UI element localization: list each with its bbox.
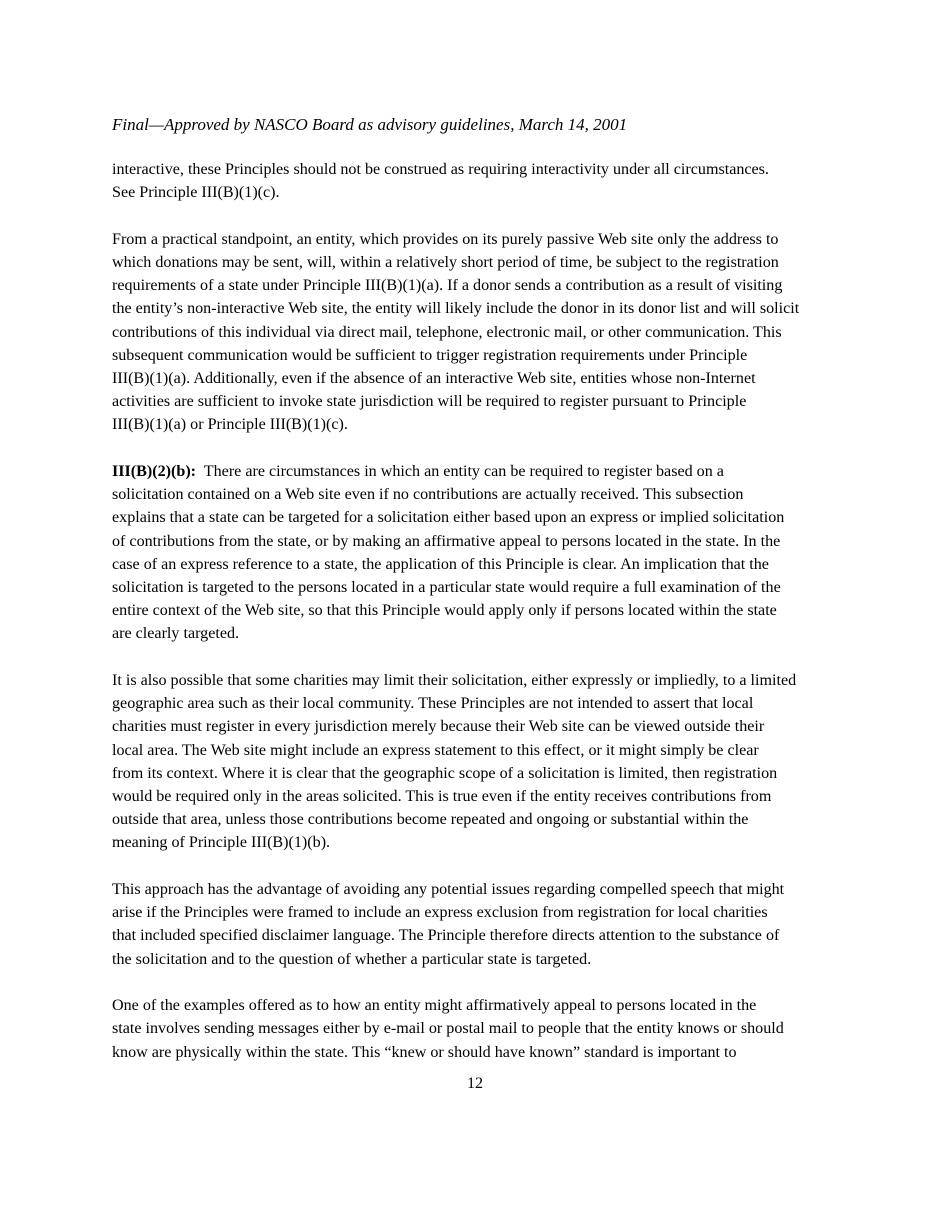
paragraph-line: interactive, these Principles should not be construed as requiring interactivity under all circumstances.	[112, 161, 769, 178]
paragraph-line: This approach has the advantage of avoiding any potential issues regarding compelled speech that might	[112, 881, 785, 899]
paragraph-line: explains that a state can be targeted for a solicitation either based upon an express or implied solicitation	[112, 509, 785, 527]
paragraph-line: charities must register in every jurisdiction merely because their Web site can be viewed outside their	[112, 718, 765, 736]
paragraph-line: arise if the Principles were framed to include an express exclusion from registration for local charities	[112, 904, 768, 922]
paragraph-line: One of the examples offered as to how an entity might affirmatively appeal to persons located in the	[112, 997, 757, 1015]
paragraph-line	[112, 460, 844, 483]
paragraph-6	[112, 994, 844, 1064]
document-page	[112, 113, 844, 1087]
paragraph-line: state involves sending messages either by e-mail or postal mail to people that the entity knows or should	[112, 1020, 784, 1038]
paragraph-line: meaning of Principle III(B)(1)(b).	[112, 834, 331, 852]
paragraph-line: solicitation is targeted to the persons located in a particular state would require a full examination of the	[112, 579, 781, 597]
document-header: Final—Approved by NASCO Board as advisory guidelines, March 14, 2001	[112, 115, 628, 134]
paragraph-line: III(B)(1)(a). Additionally, even if the absence of an interactive Web site, entities whose non-Internet	[112, 370, 756, 388]
section-heading: III(B)(2)(b):	[112, 463, 197, 481]
paragraph-line: It is also possible that some charities may limit their solicitation, either expressly or impliedly, to a limited	[112, 672, 797, 690]
paragraph-line: the solicitation and to the question of whether a particular state is targeted.	[112, 950, 592, 968]
paragraph-line: geographic area such as their local community. These Principles are not intended to assert that local	[112, 695, 754, 713]
paragraph-line: solicitation contained on a Web site even if no contributions are actually received. This subsection	[112, 486, 744, 504]
paragraph-line: contributions of this individual via direct mail, telephone, electronic mail, or other communication. This	[112, 323, 782, 341]
paragraph-line: from its context. Where it is clear that the geographic scope of a solicitation is limited, then registration	[112, 764, 778, 782]
page-number: 12	[466, 1075, 484, 1092]
paragraph-2	[112, 228, 844, 437]
paragraph-line: would be required only in the areas solicited. This is true even if the entity receives contributions from	[112, 788, 772, 806]
paragraph-line: are clearly targeted.	[112, 625, 240, 643]
paragraph-line: activities are sufficient to invoke state jurisdiction will be required to register pursuant to Principle	[112, 393, 747, 411]
paragraph-line: know are physically within the state. This “knew or should have known” standard is important to	[112, 1043, 737, 1061]
paragraph-line: the entity’s non-interactive Web site, the entity will likely include the donor in its donor list and will solicit	[112, 300, 800, 318]
paragraph-line: From a practical standpoint, an entity, which provides on its purely passive Web site only the address to	[112, 230, 779, 248]
paragraph-line-rest: There are circumstances in which an entity can be required to register based on a	[196, 463, 724, 481]
paragraph-line: requirements of a state under Principle III(B)(1)(a). If a donor sends a contribution as a result of visiting	[112, 277, 783, 295]
paragraph-5	[112, 878, 844, 971]
paragraph-3	[112, 460, 844, 646]
paragraph-line: See Principle III(B)(1)(c).	[112, 184, 280, 202]
paragraph-line: local area. The Web site might include an express statement to this effect, or it might simply be clear	[112, 741, 759, 759]
paragraph-line: that included specified disclaimer language. The Principle therefore directs attention to the substance of	[112, 927, 780, 945]
paragraph-line: which donations may be sent, will, within a relatively short period of time, be subject to the registration	[112, 254, 779, 271]
paragraph-line: III(B)(1)(a) or Principle III(B)(1)(c).	[112, 416, 348, 434]
paragraph-line: subsequent communication would be sufficient to trigger registration requirements under Principle	[112, 346, 748, 364]
paragraph-line: case of an express reference to a state, the application of this Principle is clear. An implication that the	[112, 555, 769, 573]
paragraph-line: entire context of the Web site, so that this Principle would apply only if persons located within the state	[112, 602, 777, 620]
paragraph-1	[112, 158, 844, 204]
paragraph-line: outside that area, unless those contributions become repeated and ongoing or substantial within the	[112, 811, 749, 829]
paragraph-line: of contributions from the state, or by making an affirmative appeal to persons located in the state. In the	[112, 532, 781, 550]
paragraph-4	[112, 669, 844, 855]
